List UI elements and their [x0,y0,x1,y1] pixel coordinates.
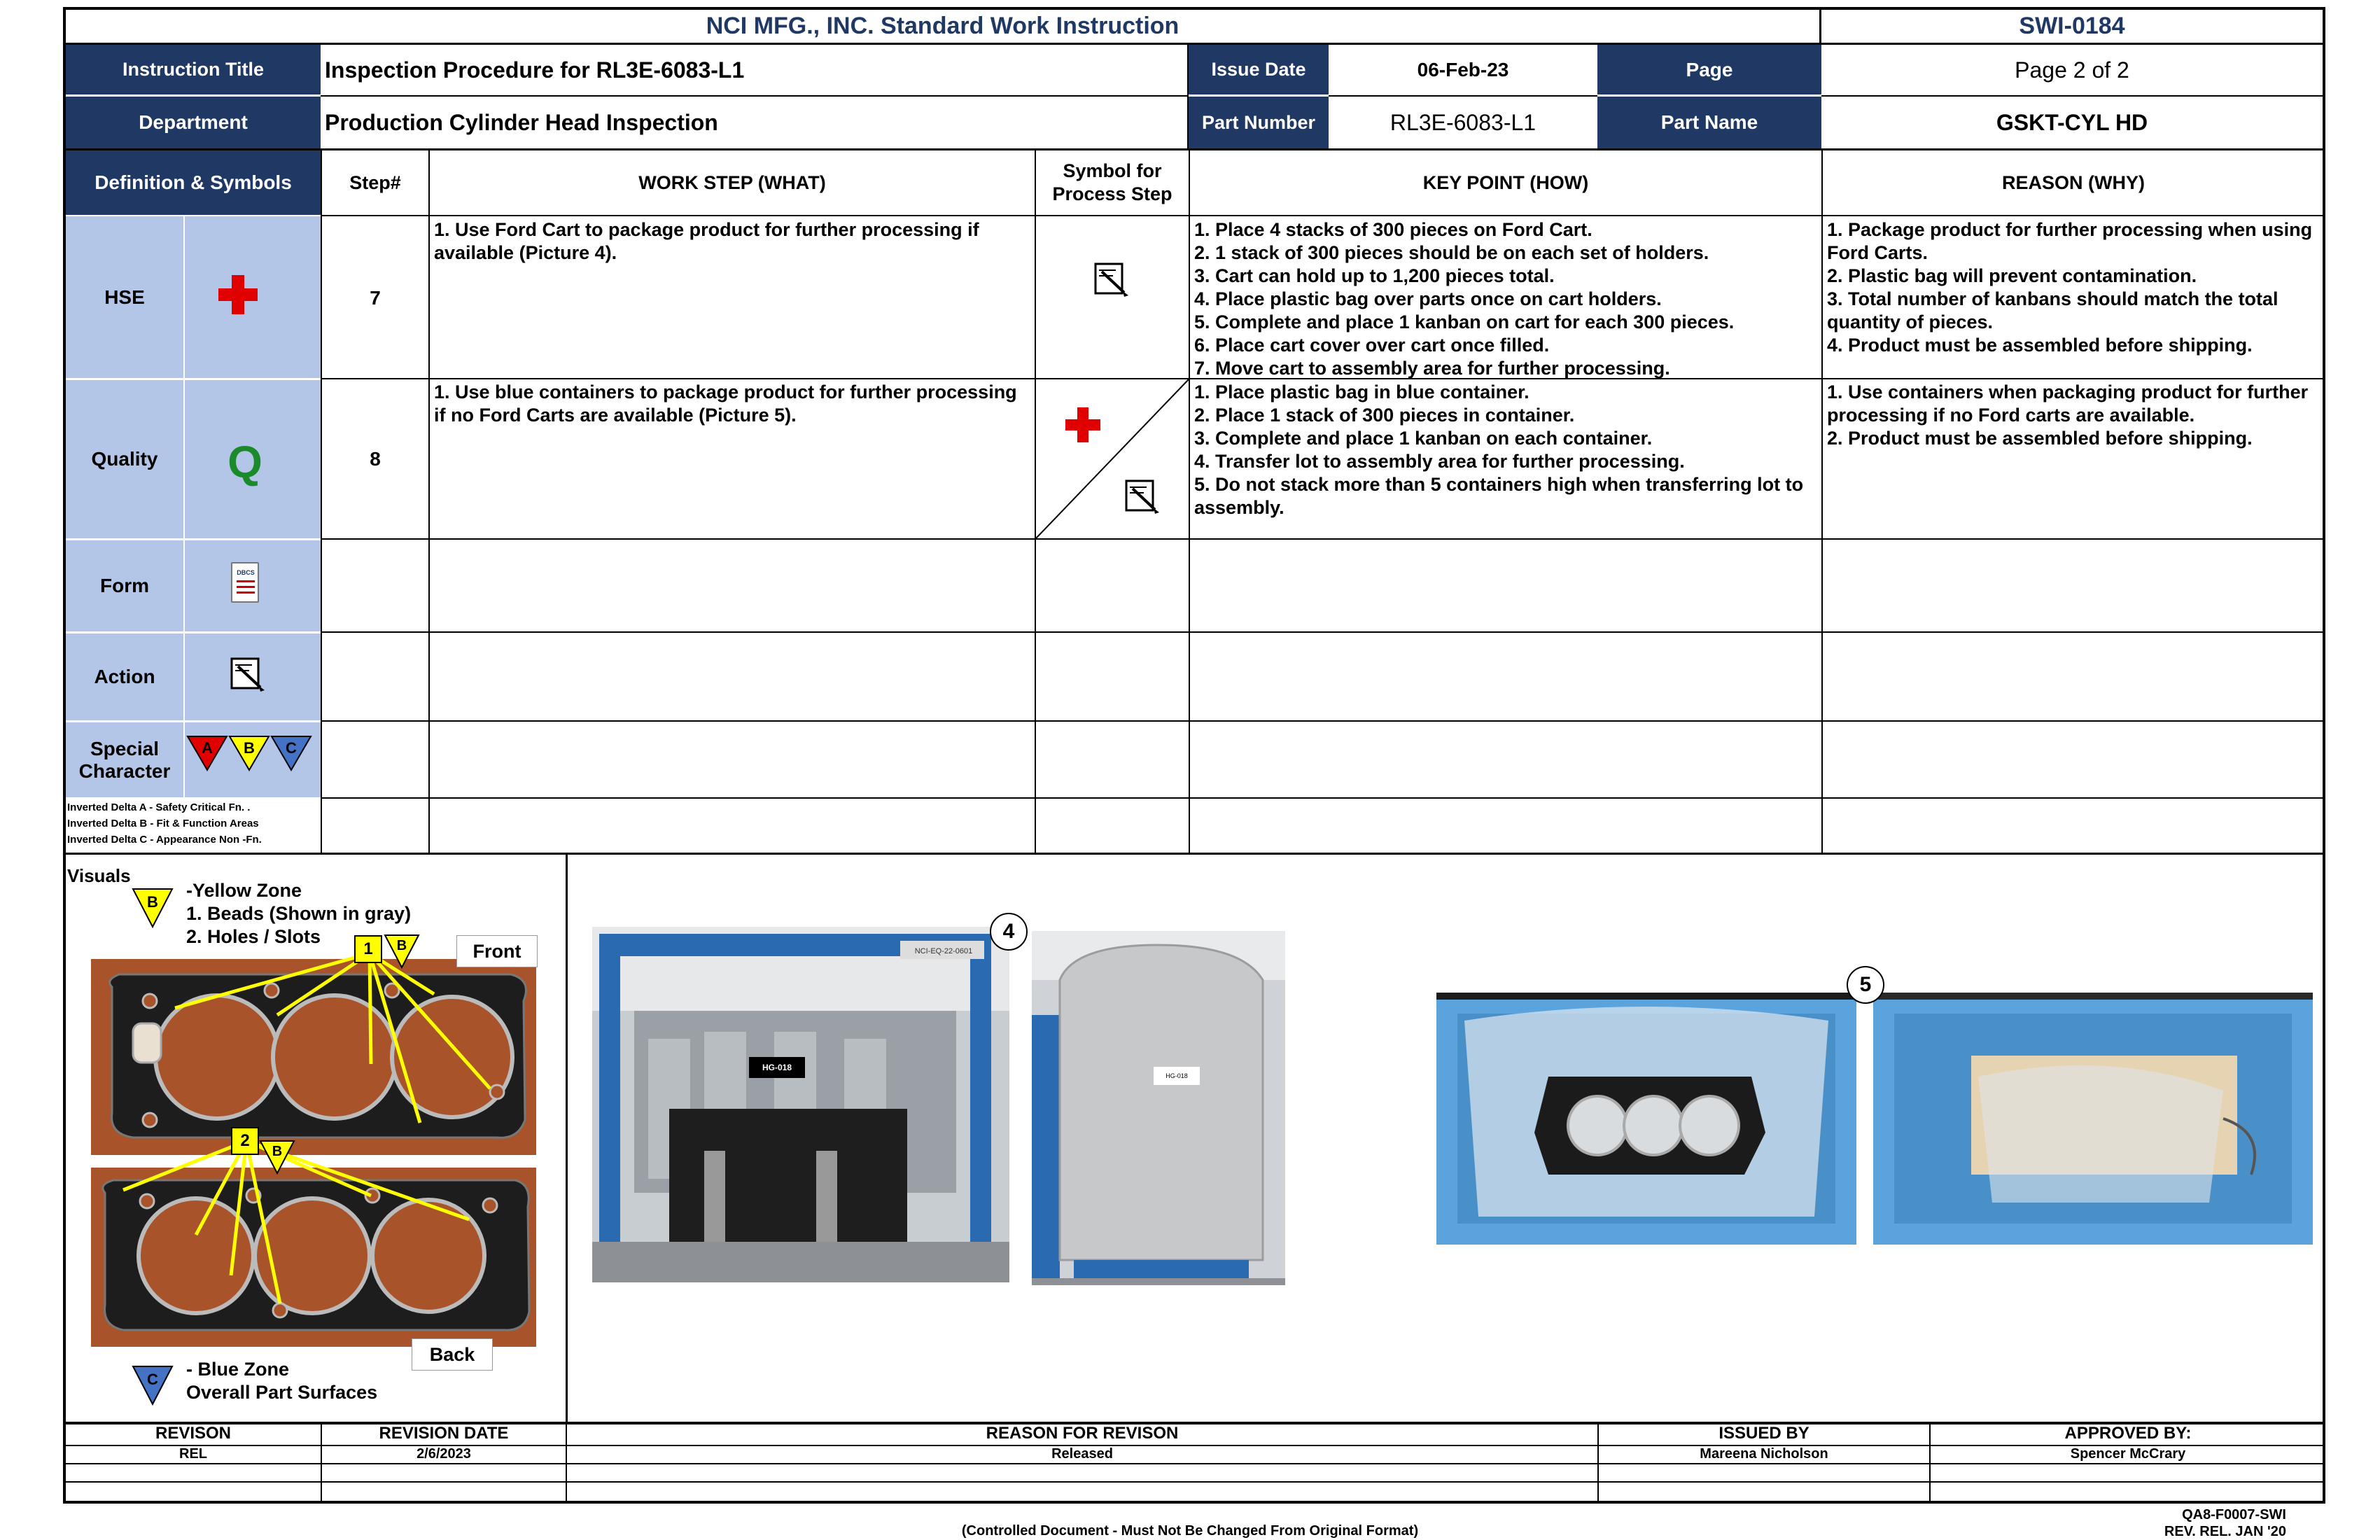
department-value: Production Cylinder Head Inspection [321,97,1189,148]
work-step-header: WORK STEP (WHAT) [428,149,1036,216]
key-point-header: KEY POINT (HOW) [1189,149,1823,216]
back-label: Back [412,1338,493,1371]
picture-5-number: 5 [1847,966,1884,1004]
rev-header-issued: ISSUED BY [1718,1424,1809,1443]
legend-hse-label: HSE [104,286,145,308]
step-7-what: 1. Use Ford Cart to package product for further processing if available (Picture 4). [434,219,979,263]
legend-quality-label: Quality [91,448,158,470]
visuals-label: Visuals [67,865,131,886]
cart-cover-tag: HG-018 [1154,1067,1200,1085]
step-8-why: 1. Use containers when packaging product for further processing if no Ford carts are available. 2. Product must be assembled before shipping. [1827,382,2309,449]
cart-sign: NCI-EQ-22-0601 [914,947,973,955]
step-header: Step# [321,149,430,216]
ford-cart-tag: HG-018 [749,1057,805,1078]
legend-action-label: Action [94,666,155,687]
blue-container-photo-2 [1873,993,2313,1245]
step-7-how: 1. Place 4 stacks of 300 pieces on Ford Cart. 2. 1 stack of 300 pieces should be on each set of holders. 3. Cart can hold up to 1,200 pieces total. 4. Place plastic bag over parts once on cart holders. 5. Complete and place 1 kanban on cart for each 300 pieces. 6. Place cart cover over cart once filled. 7. Move cart to assembly area for further processing. [1194,219,1735,379]
symbol-diagonal [1036,379,1189,538]
issue-date-label: Issue Date [1189,45,1329,97]
instruction-title-label: Instruction Title [66,45,321,97]
rev-row-reason: Released [1051,1446,1113,1462]
part-name-value: GSKT-CYL HD [1996,109,2148,135]
callout-2-delta-icon: B [259,1140,295,1175]
blue-zone-text: - Blue Zone Overall Part Surfaces [186,1359,378,1403]
callout-arrows [0,0,560,1400]
legend-special-label: Special Character [78,738,171,782]
ford-cart-photo-1 [592,927,1009,1282]
blue-container-photo-1 [1436,993,1856,1245]
rev-header-revision: REVISON [155,1424,232,1443]
step-7-number: 7 [370,286,381,309]
step-7-why: 1. Package product for further processing when using Ford Carts. 2. Plastic bag will prevent contamination. 3. Total number of kanbans should match the total quantity of pieces. 4. Product must be assembled before shipping. [1827,219,2313,356]
document-number: SWI-0184 [1821,10,2323,45]
inverted-delta-b-icon: B [228,735,270,771]
legend-form-label: Form [100,575,149,596]
form-number: QA8-F0007-SWI [2182,1507,2286,1522]
action-clipboard-icon [1092,260,1130,298]
rev-header-approved: APPROVED BY: [2064,1424,2192,1443]
controlled-document-note: (Controlled Document - Must Not Be Changed From Original Format) [961,1523,1419,1539]
definitions-label: Definition & Symbols [66,150,321,215]
part-number-value: RL3E-6083-L1 [1390,109,1536,135]
page-value: Page 2 of 2 [1821,45,2323,97]
step-8-number: 8 [370,447,381,470]
page-label: Page [1597,45,1821,97]
blue-zone-delta-icon: C [132,1365,174,1406]
yellow-zone-delta-icon: B [132,888,174,928]
step-8-what: 1. Use blue containers to package product for further processing if no Ford Carts are available (Picture 5). [434,382,1017,426]
reason-header: REASON (WHY) [1821,149,2325,216]
instruction-title-value: Inspection Procedure for RL3E-6083-L1 [321,45,1189,97]
form-document-icon: DBCS [231,562,259,603]
quality-q-icon: Q [227,437,262,487]
department-label: Department [66,97,321,148]
inverted-delta-a-icon: A [186,735,228,771]
red-cross-icon [1065,407,1100,442]
yellow-zone-text: -Yellow Zone 1. Beads (Shown in gray) 2. Holes / Slots [186,880,412,947]
callout-2-badge: 2 [231,1127,259,1155]
part-number-label: Part Number [1189,97,1329,148]
revision-release: REV. REL. JAN '20 [2164,1524,2286,1539]
callout-1-badge: 1 [354,935,382,963]
rev-row-approved: Spencer McCrary [2070,1446,2186,1462]
document-title: NCI MFG., INC. Standard Work Instruction [66,10,1821,45]
rev-header-date: REVISION DATE [379,1424,509,1443]
front-label: Front [456,935,538,967]
issue-date-value: 06-Feb-23 [1329,45,1597,97]
rev-header-reason: REASON FOR REVISON [986,1424,1179,1443]
inverted-delta-c-icon: C [270,735,312,771]
rev-row-date: 2/6/2023 [416,1446,471,1462]
rev-row-revision: REL [179,1446,207,1462]
action-clipboard-icon [1123,477,1161,515]
callout-1-delta-icon: B [384,934,420,969]
delta-notes: Inverted Delta A - Safety Critical Fn. . Inverted Delta B - Fit & Function Areas Inverted Delta C - Appearance Non -Fn. [67,802,262,846]
symbol-header: Symbol for Process Step [1035,149,1190,216]
ford-cart-photo-2 [1032,931,1285,1285]
rev-row-issued: Mareena Nicholson [1700,1446,1828,1462]
picture-4-number: 4 [990,913,1028,951]
part-name-label: Part Name [1597,97,1821,148]
step-8-how: 1. Place plastic bag in blue container. 2. Place 1 stack of 300 pieces in container. 3. Complete and place 1 kanban on each container. 4. Transfer lot to assembly area for further processing. 5. Do not stack more than 5 containers high when transferring lot to assembly. [1194,382,1804,518]
